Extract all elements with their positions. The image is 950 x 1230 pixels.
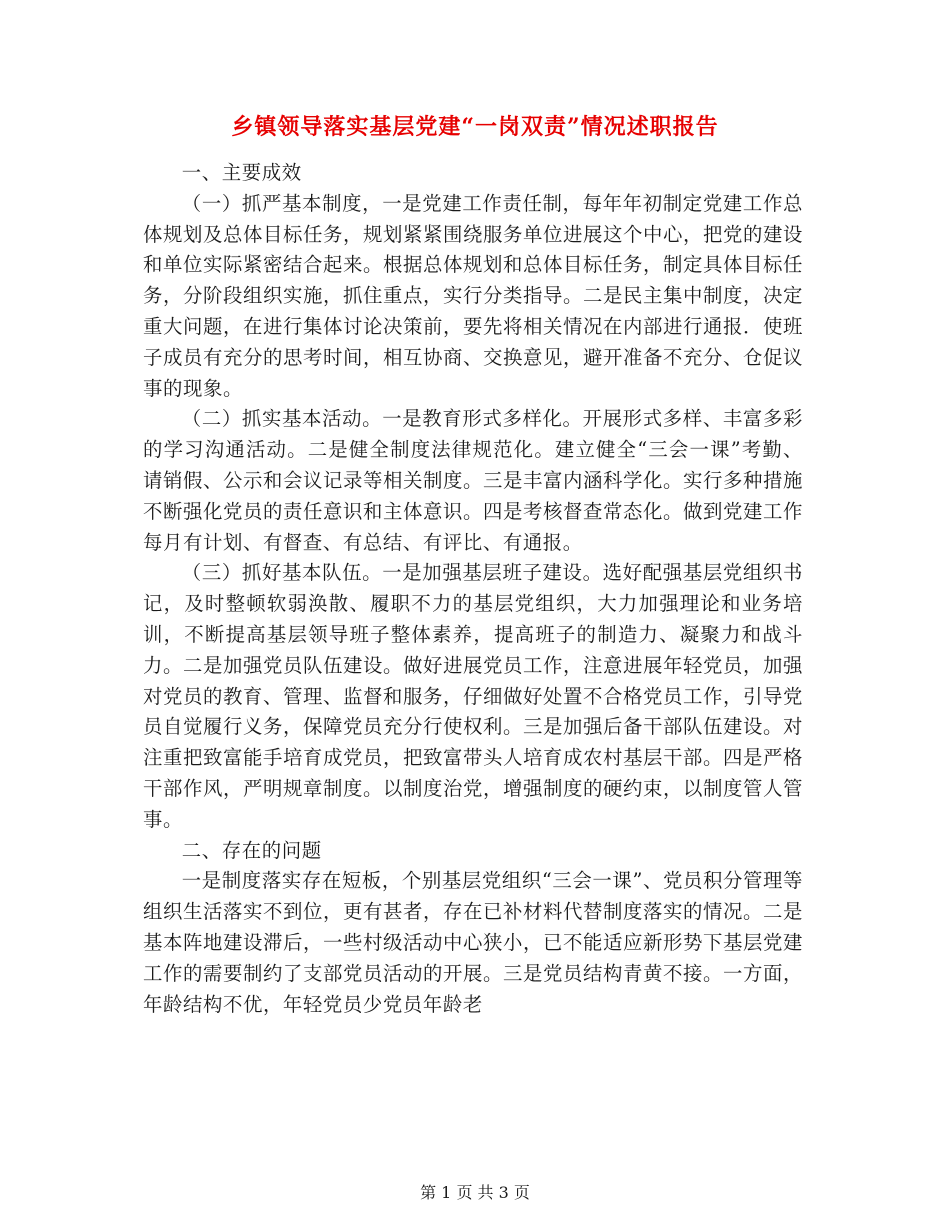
paragraph-basic-team: （三）抓好基本队伍。一是加强基层班子建设。选好配强基层党组织书记，及时整顿软弱涣散、履职不力的基层党组织，大力加强理论和业务培训，不断提高基层领导班子整体素养，提高班子的制造力、凝聚力和战斗力。二是加强党员队伍建设。做好进展党员工作，注意进展年轻党员，加强对党员的教育、管理、监督和服务，仔细做好处置不合格党员工作，引导党员自觉履行义务，保障党员充分行使权利。三是加强后备干部队伍建设。对注重把致富能手培育成党员，把致富带头人培育成农村基层干部。四是严格干部作风，严明规章制度。以制度治党，增强制度的硬约束，以制度管人管事。 [143, 561, 803, 831]
paragraph-basic-activities: （二）抓实基本活动。一是教育形式多样化。开展形式多样、丰富多彩的学习沟通活动。二是健全制度法律规范化。建立健全“三会一课”考勤、请销假、公示和会议记录等相关制度。三是丰富内涵科学化。实行多种措施不断强化党员的责任意识和主体意识。四是考核督查常态化。做到党建工作每月有计划、有督查、有总结、有评比、有通报。 [143, 407, 803, 554]
document-title: 乡镇领导落实基层党建“一岗双责”情况述职报告 [231, 114, 719, 140]
section-heading-problems: 二、存在的问题 [181, 838, 322, 862]
page-number-footer: 第 1 页 共 3 页 [420, 1183, 530, 1202]
section-heading-achievements: 一、主要成效 [181, 161, 302, 184]
paragraph-basic-system: （一）抓严基本制度，一是党建工作责任制，每年年初制定党建工作总体规划及总体目标任务，规划紧紧围绕服务单位进展这个中心，把党的建设和单位实际紧密结合起来。根据总体规划和总体目标任务，制定具体目标任务，分阶段组织实施，抓住重点，实行分类指导。二是民主集中制度，决定重大问题，在进行集体讨论决策前，要先将相关情况在内部进行通报．使班子成员有充分的思考时间，相互协商、交换意见，避开准备不充分、仓促议事的现象。 [143, 191, 803, 400]
paragraph-problems: 一是制度落实存在短板，个别基层党组织“三会一课”、党员积分管理等组织生活落实不到位，更有甚者，存在已补材料代替制度落实的情况。二是基本阵地建设滞后，一些村级活动中心狭小，已不能适应新形势下基层党建工作的需要制约了支部党员活动的开展。三是党员结构青黄不接。一方面，年龄结构不优，年轻党员少党员年龄老 [143, 869, 803, 1016]
document-body [143, 158, 803, 1020]
